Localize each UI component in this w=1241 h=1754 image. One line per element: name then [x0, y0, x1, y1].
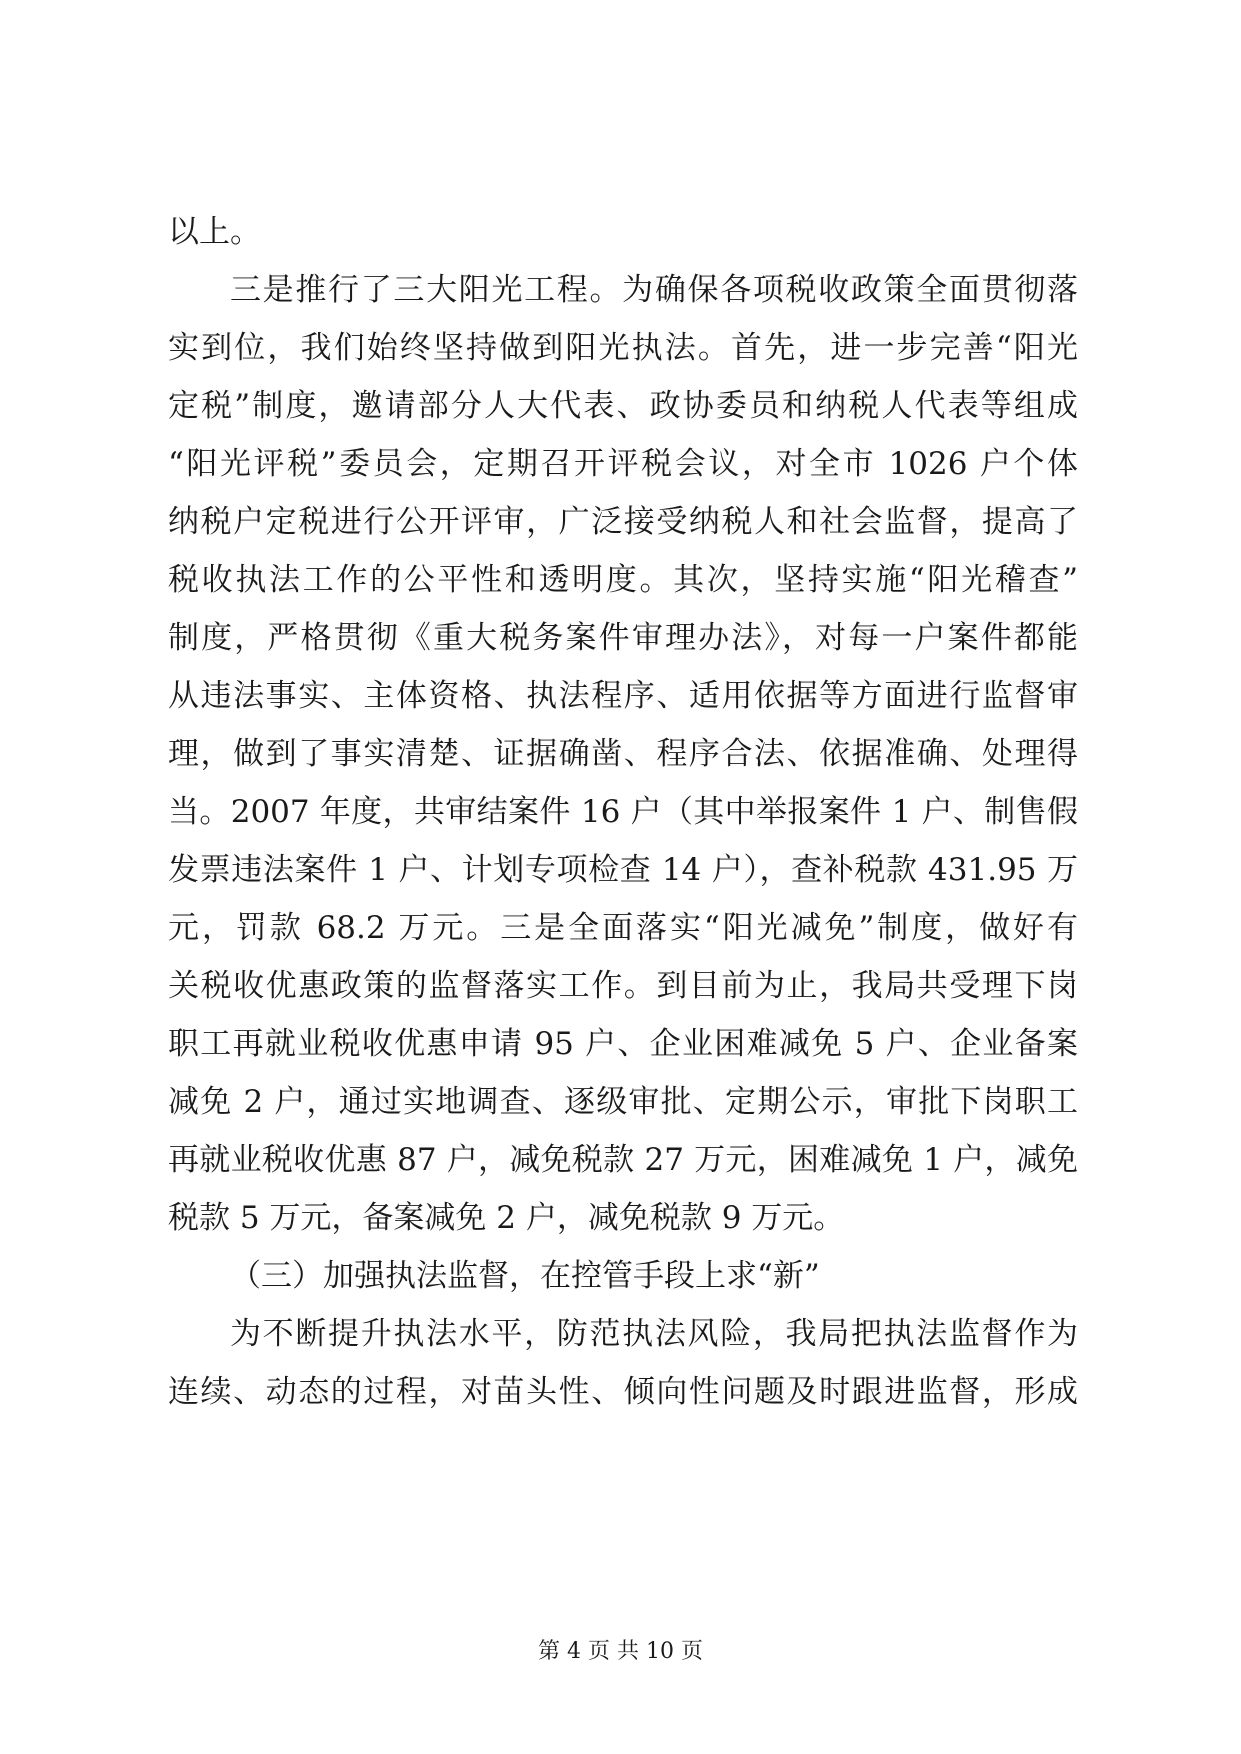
paragraph-line: 定税”制度，邀请部分人大代表、政协委员和纳税人代表等组成 [168, 388, 1078, 424]
paragraph-line: 职工再就业税收优惠申请 95 户、企业困难减免 5 户、企业备案 [168, 1026, 1078, 1062]
paragraph-line: 纳税户定税进行公开评审，广泛接受纳税人和社会监督，提高了 [168, 504, 1078, 540]
paragraph-line: 连续、动态的过程，对苗头性、倾向性问题及时跟进监督，形成 [168, 1374, 1078, 1410]
paragraph-line: 理，做到了事实清楚、证据确凿、程序合法、依据准确、处理得 [168, 736, 1078, 772]
paragraph-line: “阳光评税”委员会，定期召开评税会议，对全市 1026 户个体 [168, 446, 1078, 482]
paragraph-line: 发票违法案件 1 户、计划专项检查 14 户），查补税款 431.95 万 [168, 852, 1078, 888]
paragraph-line: 元，罚款 68.2 万元。三是全面落实“阳光减免”制度，做好有 [168, 910, 1078, 946]
paragraph-line: 税收执法工作的公平性和透明度。其次，坚持实施“阳光稽查” [168, 562, 1078, 598]
paragraph-line: 三是推行了三大阳光工程。为确保各项税收政策全面贯彻落 [230, 272, 1078, 308]
paragraph-line: 实到位，我们始终坚持做到阳光执法。首先，进一步完善“阳光 [168, 330, 1078, 366]
paragraph-line: 当。2007 年度，共审结案件 16 户（其中举报案件 1 户、制售假 [168, 794, 1078, 830]
paragraph-line: 减免 2 户，通过实地调查、逐级审批、定期公示，审批下岗职工 [168, 1084, 1078, 1120]
paragraph-line: 以上。 [168, 214, 261, 250]
paragraph-line: 税款 5 万元，备案减免 2 户，减免税款 9 万元。 [168, 1200, 845, 1236]
paragraph-line: 关税收优惠政策的监督落实工作。到目前为止，我局共受理下岗 [168, 968, 1078, 1004]
section-heading: （三）加强执法监督，在控管手段上求“新” [230, 1258, 820, 1294]
paragraph-line: 为不断提升执法水平，防范执法风险，我局把执法监督作为 [230, 1316, 1078, 1352]
paragraph-line: 从违法事实、主体资格、执法程序、适用依据等方面进行监督审 [168, 678, 1078, 714]
paragraph-line: 再就业税收优惠 87 户，减免税款 27 万元，困难减免 1 户，减免 [168, 1142, 1078, 1178]
page-number-footer: 第 4 页 共 10 页 [538, 1639, 703, 1664]
paragraph-line: 制度，严格贯彻《重大税务案件审理办法》，对每一户案件都能 [168, 620, 1078, 656]
